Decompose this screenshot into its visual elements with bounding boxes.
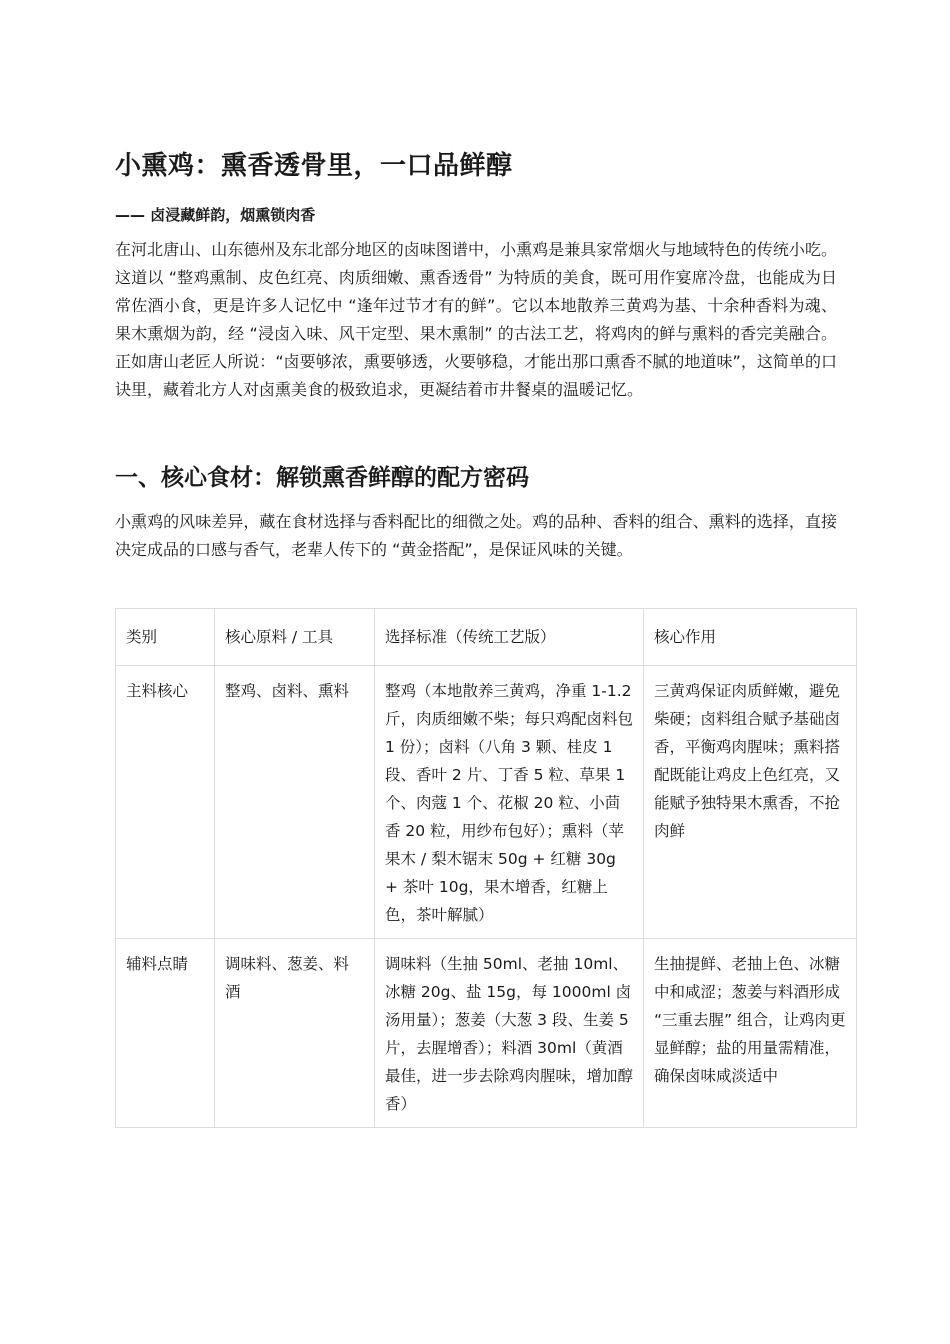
table-row xyxy=(116,939,857,1128)
row-standard: 调味料（生抽 50ml、老抽 10ml、冰糖 20g、盐 15g，每 1000ml 卤汤用量）；葱姜（大葱 3 段、生姜 5 片，去腥增香）；料酒 30ml（黄酒最佳，进一步去除鸡肉腥味，增加醇香） xyxy=(375,939,644,1128)
row-standard: 整鸡（本地散养三黄鸡，净重 1-1.2 斤，肉质细嫩不柴；每只鸡配卤料包 1 份）；卤料（八角 3 颗、桂皮 1 段、香叶 2 片、丁香 5 粒、草果 1 个、肉蔻 1 个、花椒 20 粒、小茴香 20 粒，用纱布包好）；熏料（苹果木 / 梨木锯末 50g + 红糖 30g + 茶叶 10g，果木增香，红糖上色，茶叶解腻） xyxy=(375,666,644,939)
table-header-cell: 核心原料 / 工具 xyxy=(215,609,375,666)
table-header-cell: 核心作用 xyxy=(644,609,857,666)
section-paragraph: 小熏鸡的风味差异，藏在食材选择与香料配比的细微之处。鸡的品种、香料的组合、熏料的选择，直接决定成品的口感与香气，老辈人传下的 “黄金搭配”，是保证风味的关键。 xyxy=(115,512,837,559)
row-effect: 生抽提鲜、老抽上色、冰糖中和咸涩；葱姜与料酒形成 “三重去腥” 组合，让鸡肉更显鲜醇；盐的用量需精准，确保卤味咸淡适中 xyxy=(644,939,857,1128)
page-title: 小熏鸡：熏香透骨里，一口品鲜醇 xyxy=(115,151,513,181)
table-header-cell: 类别 xyxy=(116,609,215,666)
section-heading: 一、核心食材：解锁熏香鲜醇的配方密码 xyxy=(115,465,529,491)
row-materials: 整鸡、卤料、熏料 xyxy=(215,666,375,939)
row-effect: 三黄鸡保证肉质鲜嫩，避免柴硬；卤料组合赋予基础卤香，平衡鸡肉腥味；熏料搭配既能让鸡皮上色红亮，又能赋予独特果木熏香，不抢肉鲜 xyxy=(644,666,857,939)
table-row xyxy=(116,666,857,939)
row-category: 主料核心 xyxy=(116,666,215,939)
page-subtitle: —— 卤浸藏鲜韵，烟熏锁肉香 xyxy=(115,206,316,224)
row-category: 辅料点睛 xyxy=(116,939,215,1128)
row-materials: 调味料、葱姜、料酒 xyxy=(215,939,375,1128)
intro-paragraph: 在河北唐山、山东德州及东北部分地区的卤味图谱中，小熏鸡是兼具家常烟火与地域特色的传统小吃。这道以 “整鸡熏制、皮色红亮、肉质细嫩、熏香透骨” 为特质的美食，既可用作宴席冷盘，也能成为日常佐酒小食，更是许多人记忆中 “逢年过节才有的鲜”。它以本地散养三黄鸡为基、十余种香料为魂、果木熏烟为韵，经 “浸卤入味、风干定型、果木熏制” 的古法工艺，将鸡肉的鲜与熏料的香完美融合。正如唐山老匠人所说：“卤要够浓，熏要够透，火要够稳，才能出那口熏香不腻的地道味”，这简单的口诀里，藏着北方人对卤熏美食的极致追求，更凝结着市井餐桌的温暖记忆。 xyxy=(115,240,837,399)
ingredients-table xyxy=(115,608,857,1128)
table-header-row xyxy=(116,609,857,666)
table-header-cell: 选择标准（传统工艺版） xyxy=(375,609,644,666)
